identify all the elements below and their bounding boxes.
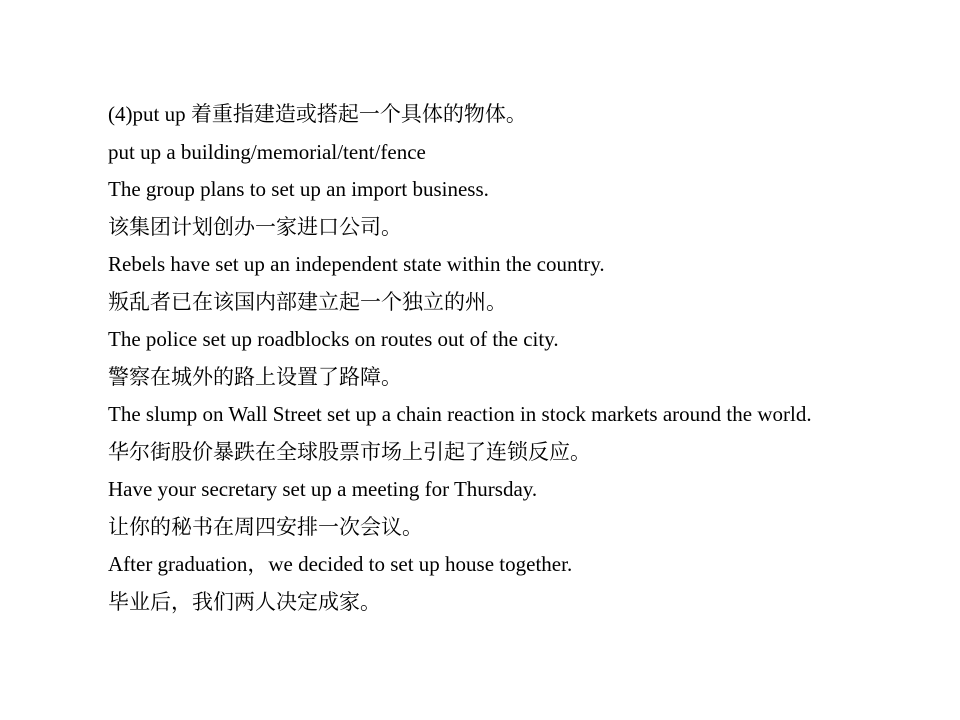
example-sentence-3-en: The police set up roadblocks on routes out of the city. [108,327,559,351]
example-sentence-1-zh: 该集团计划创办一家进口公司。 [108,214,402,239]
heading-put-up: (4)put up 着重指建造或搭起一个具体的物体。 [108,102,527,126]
example-sentence-1-en: The group plans to set up an import business. [108,177,489,201]
example-phrase: put up a building/memorial/tent/fence [108,139,426,164]
example-sentence-5-zh: 让你的秘书在周四安排一次会议。 [108,514,423,539]
example-sentence-4-en: The slump on Wall Street set up a chain reaction in stock markets around the world. [108,402,812,426]
example-sentence-5-en: Have your secretary set up a meeting for Thursday. [108,477,538,501]
example-sentence-2-en: Rebels have set up an independent state within the country. [108,252,605,276]
example-sentence-6-zh: 毕业后，我们两人决定成家。 [108,589,381,614]
example-sentence-4-zh: 华尔街股价暴跌在全球股票市场上引起了连锁反应。 [108,439,591,464]
example-sentence-3-zh: 警察在城外的路上设置了路障。 [108,364,402,389]
example-sentence-2-zh: 叛乱者已在该国内部建立起一个独立的州。 [108,289,507,314]
slide-text-body [108,96,868,621]
example-sentence-6-en: After graduation，we decided to set up house together. [108,552,573,576]
